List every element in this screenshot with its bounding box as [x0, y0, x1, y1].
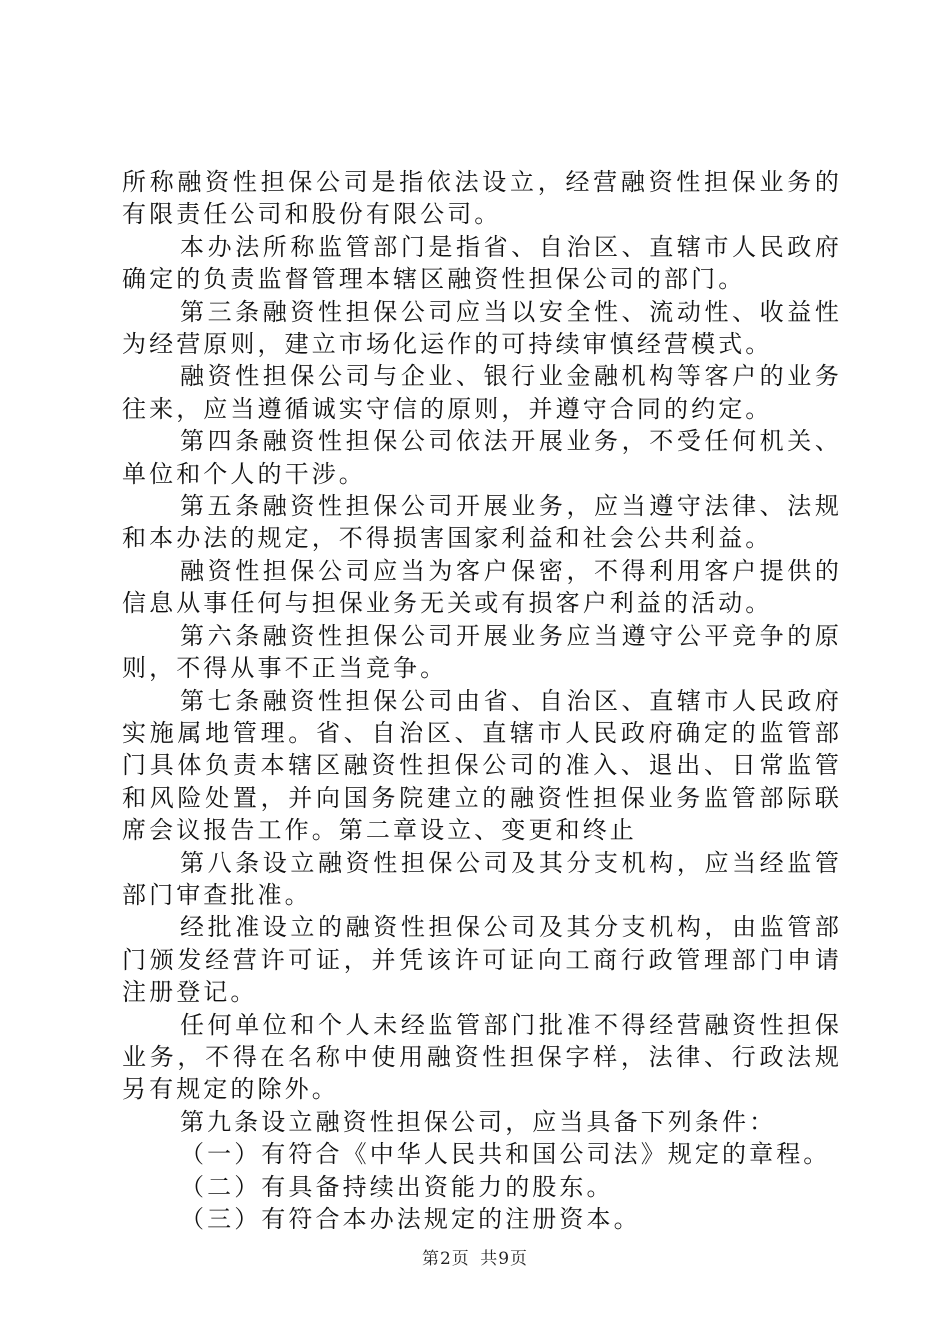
paragraph: （二）有具备持续出资能力的股东。 [180, 1172, 614, 1201]
page-number: 第2页 [421, 1249, 470, 1269]
paragraph: 经批准设立的融资性担保公司及其分支机构，由监管部门颁发经营许可证，并凭该许可证向工商行政管理部门申请注册登记。 [122, 913, 842, 1007]
paragraph: 任何单位和个人未经监管部门批准不得经营融资性担保业务，不得在名称中使用融资性担保字样，法律、行政法规另有规定的除外。 [122, 1010, 842, 1104]
paragraph: 融资性担保公司应当为客户保密，不得利用客户提供的信息从事任何与担保业务无关或有损客户利益的活动。 [122, 556, 842, 618]
paragraph: 第五条融资性担保公司开展业务，应当遵守法律、法规和本办法的规定，不得损害国家利益和社会公共利益。 [122, 492, 842, 553]
paragraph: 第七条融资性担保公司由省、自治区、直辖市人民政府实施属地管理。省、自治区、直辖市人民政府确定的监管部门具体负责本辖区融资性担保公司的准入、退出、日常监管和风险处置，并向国务院建立的融资性担保业务监管部际联席会议报告工作。第二章设立、变更和终止 [122, 686, 842, 845]
page-footer [0, 1244, 950, 1269]
paragraph: 第八条设立融资性担保公司及其分支机构，应当经监管部门审查批准。 [122, 848, 842, 909]
page-total: 共9页 [480, 1249, 529, 1269]
paragraph: （三）有符合本办法规定的注册资本。 [180, 1205, 641, 1233]
paragraph: 本办法所称监管部门是指省、自治区、直辖市人民政府确定的负责监督管理本辖区融资性担保公司的部门。 [122, 232, 842, 294]
paragraph: 第九条设立融资性担保公司，应当具备下列条件： [180, 1107, 777, 1136]
paragraph: 第六条融资性担保公司开展业务应当遵守公平竞争的原则，不得从事不正当竞争。 [122, 621, 842, 683]
document-body [122, 166, 842, 1235]
paragraph: （一）有符合《中华人民共和国公司法》规定的章程。 [180, 1140, 831, 1169]
paragraph: 融资性担保公司与企业、银行业金融机构等客户的业务往来，应当遵循诚实守信的原则，并遵守合同的约定。 [122, 362, 842, 423]
paragraph: 第三条融资性担保公司应当以安全性、流动性、收益性为经营原则，建立市场化运作的可持续审慎经营模式。 [122, 297, 842, 359]
paragraph: 所称融资性担保公司是指依法设立，经营融资性担保业务的有限责任公司和股份有限公司。 [122, 168, 842, 229]
paragraph: 第四条融资性担保公司依法开展业务，不受任何机关、单位和个人的干涉。 [122, 427, 842, 488]
